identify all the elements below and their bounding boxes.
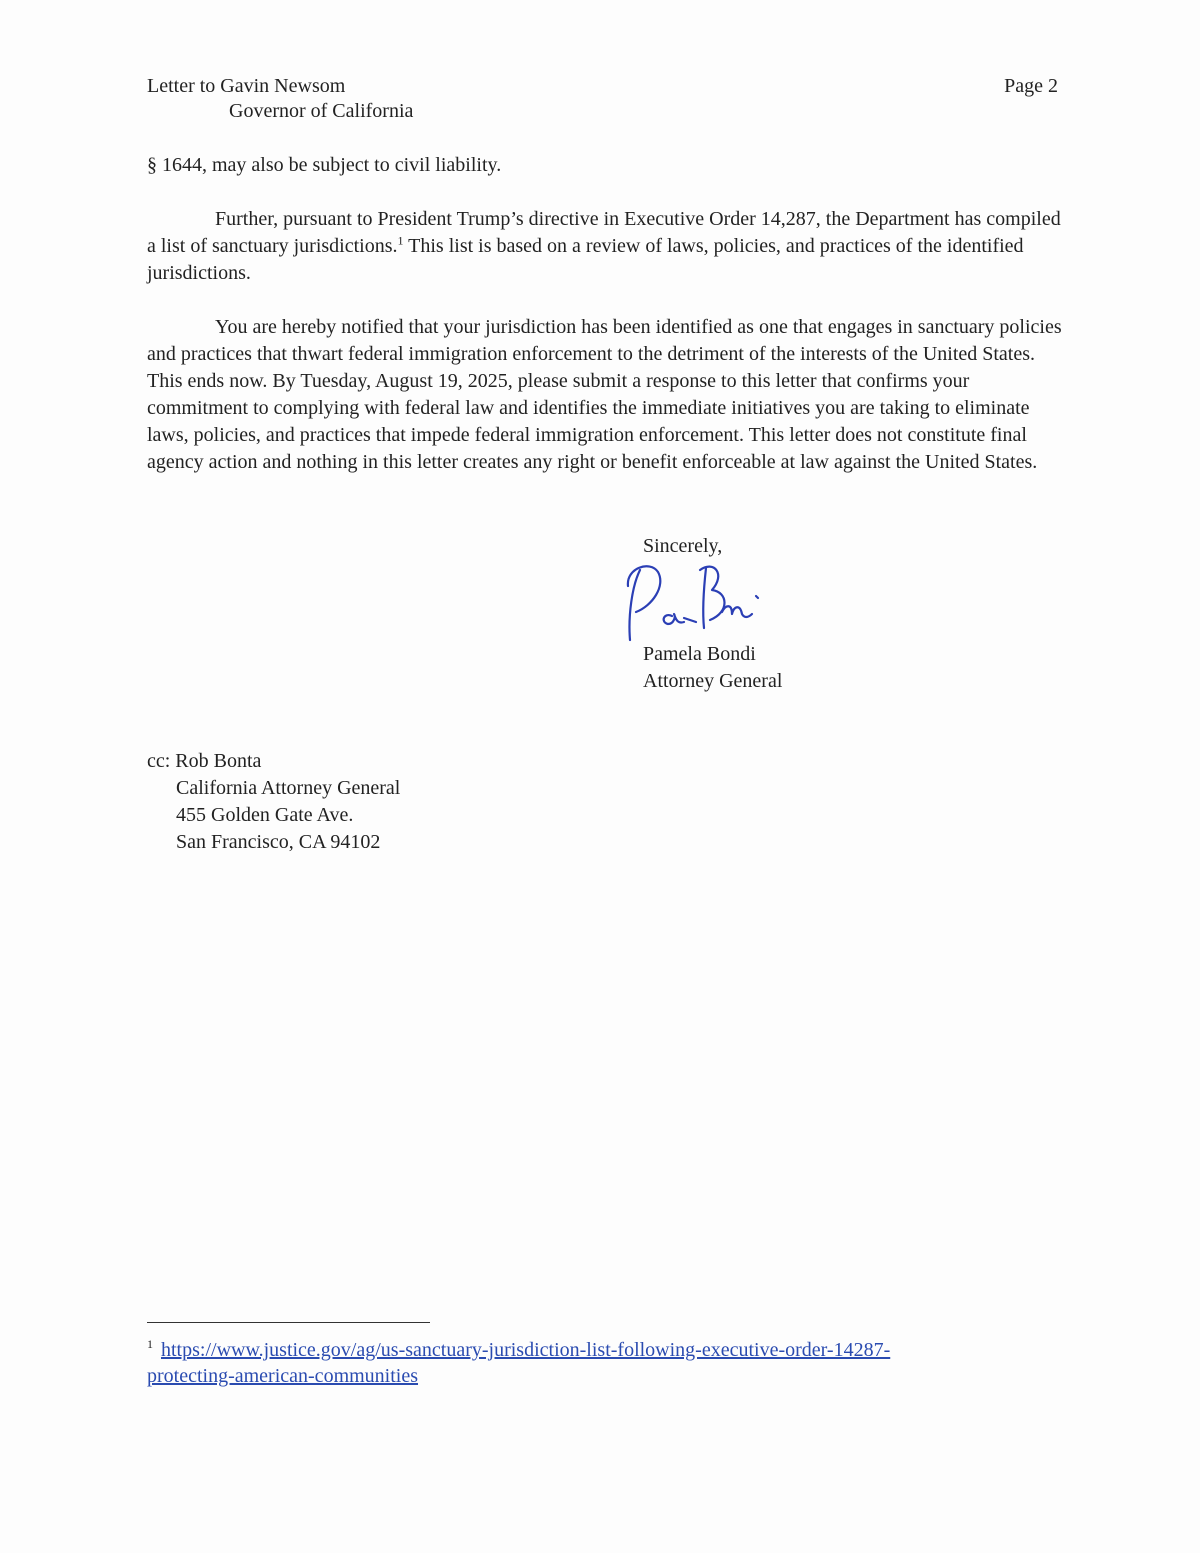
paragraph-sanctuary-list-text-a: Further, pursuant to President Trump’s directive in Executive Order 14,287, the Department has compiled a list of sanctuary jurisdictions. (147, 208, 1061, 257)
footnote-divider (147, 1322, 430, 1323)
signer-name: Pamela Bondi (643, 643, 756, 665)
paragraph-notification: You are hereby notified that your jurisdiction has been identified as one that engages in sanctuary policies and practices that thwart federal immigration enforcement to the detriment of the interests of the United States. This ends now. By Tuesday, August 19, 2025, please submit a response to this letter that confirms your commitment to complying with federal law and identifies the immediate initiatives you are taking to eliminate laws, policies, and practices that impede federal immigration enforcement. This letter does not constitute final agency action and nothing in this letter creates any right or benefit enforceable at law against the United States. (147, 316, 1062, 473)
recipient-title-line: Governor of California (229, 100, 414, 122)
recipient-name-line: Letter to Gavin Newsom (147, 75, 346, 97)
letter-recipient-header (147, 74, 413, 124)
cc-title: California Attorney General (176, 777, 401, 799)
handwritten-signature (618, 556, 768, 646)
paragraph-sanctuary-list (147, 206, 1067, 287)
footnote (147, 1337, 1067, 1389)
valediction: Sincerely, (643, 535, 723, 557)
paragraph-continuation: § 1644, may also be subject to civil liability. (147, 154, 502, 176)
paragraph-sanctuary-list-text-b: This list is based on a review of laws, policies, and practices of the identified jurisdictions. (147, 235, 1024, 284)
cc-block (147, 748, 400, 856)
cc-recipient: cc: Rob Bonta (147, 750, 262, 772)
footnote-link-line2[interactable]: protecting-american-communities (147, 1365, 419, 1387)
signature-block (643, 641, 782, 695)
footnote-number: 1 (147, 1337, 153, 1352)
footnote-reference[interactable]: 1 (397, 233, 404, 248)
cc-city: San Francisco, CA 94102 (176, 831, 381, 853)
footnote-link-line1[interactable]: https://www.justice.gov/ag/us-sanctuary-jurisdiction-list-following-executive-order-14287- (161, 1339, 891, 1361)
cc-street: 455 Golden Gate Ave. (176, 804, 354, 826)
page-number: Page 2 (1004, 75, 1058, 97)
signer-title: Attorney General (643, 670, 783, 692)
